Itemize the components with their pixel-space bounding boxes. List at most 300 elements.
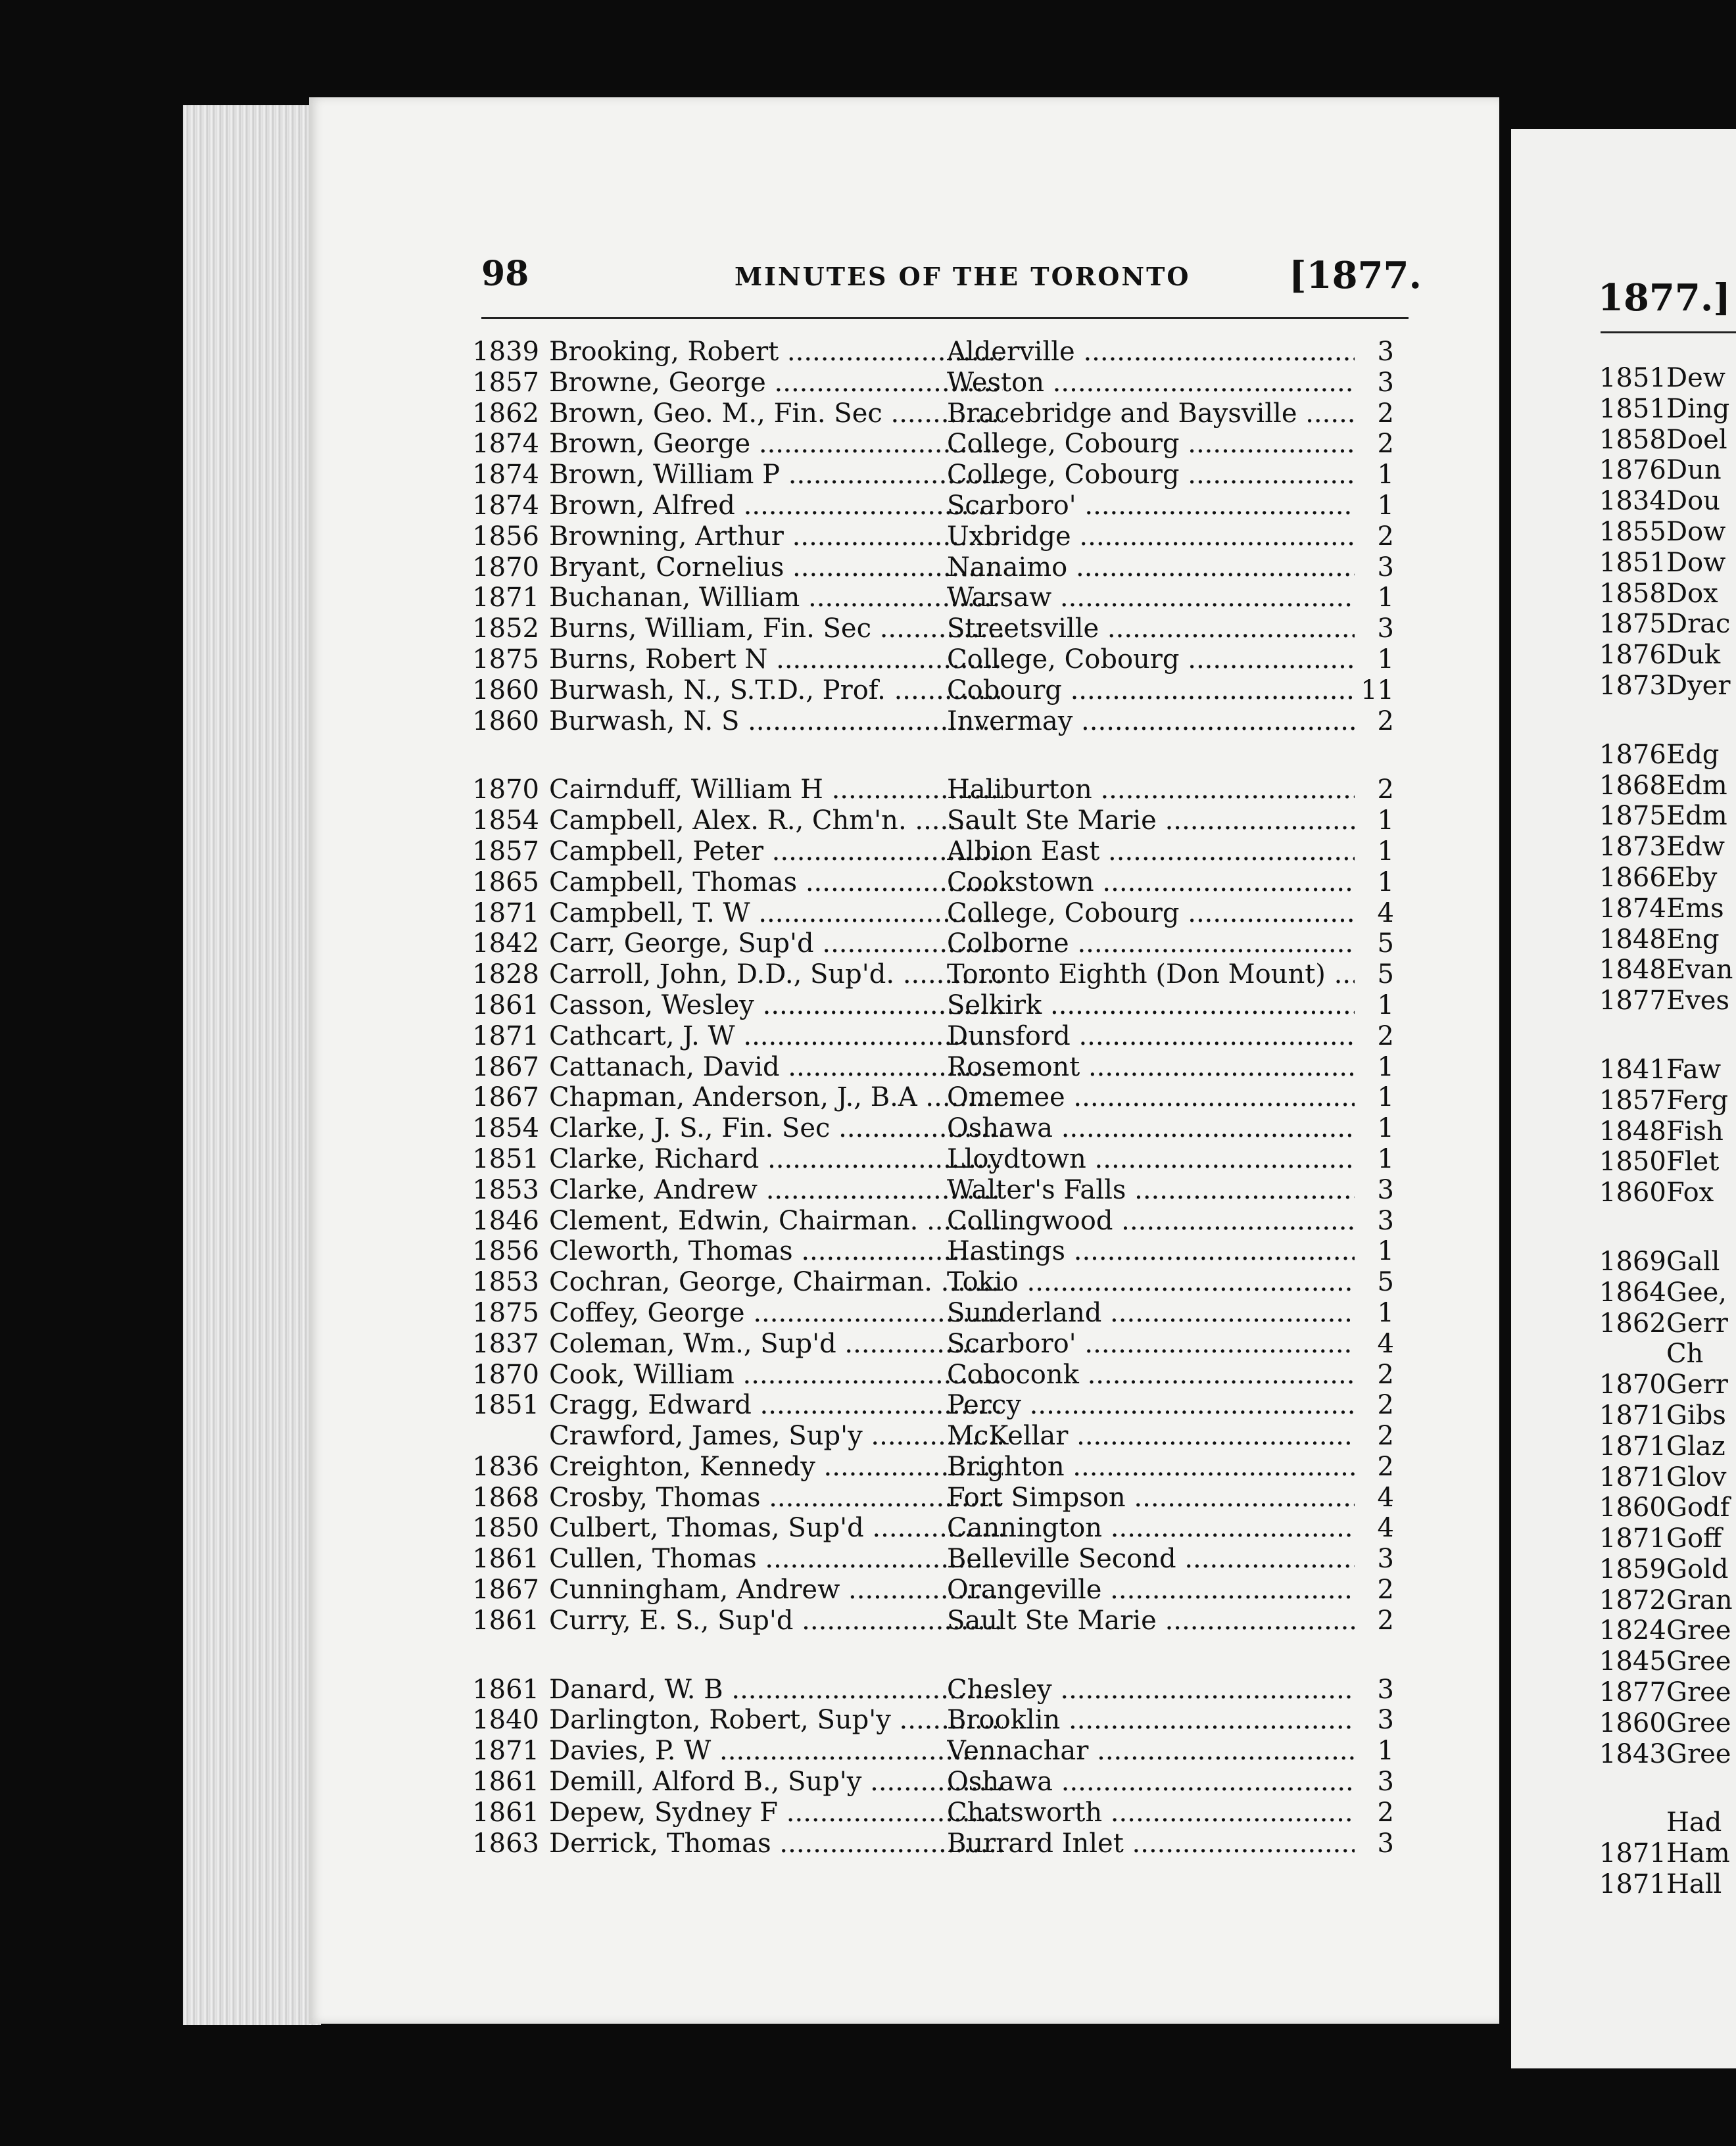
entry-name: Hall bbox=[1666, 1869, 1722, 1900]
list-item bbox=[1599, 1523, 1736, 1554]
list-item bbox=[460, 490, 1407, 521]
entry-year: 1824 bbox=[1599, 1615, 1666, 1646]
entry-name: Dou bbox=[1666, 486, 1720, 517]
entry-station: Sault Ste Marie ..... bbox=[947, 805, 1355, 836]
entry-station: College, Cobourg ..... bbox=[947, 898, 1355, 929]
list-item bbox=[1599, 1646, 1736, 1677]
entry-name: Eng bbox=[1666, 924, 1720, 955]
list-item bbox=[1599, 1677, 1736, 1708]
section-gap bbox=[460, 736, 1407, 775]
list-item bbox=[460, 1483, 1407, 1514]
list-item bbox=[460, 1267, 1407, 1298]
entry-years: 1 bbox=[1377, 1143, 1394, 1174]
entry-years: 1 bbox=[1377, 1736, 1394, 1767]
list-item bbox=[1599, 1400, 1736, 1431]
entry-year: 1863 bbox=[472, 1828, 539, 1859]
list-item bbox=[460, 836, 1407, 867]
entry-years: 2 bbox=[1377, 705, 1394, 736]
entry-year: 1871 bbox=[1599, 1869, 1666, 1900]
list-item bbox=[460, 1206, 1407, 1237]
entry-years: 1 bbox=[1377, 805, 1394, 836]
entry-year: 1870 bbox=[1599, 1370, 1666, 1400]
list-item bbox=[460, 552, 1407, 583]
section-gap bbox=[1599, 1769, 1736, 1807]
entry-year: 1861 bbox=[472, 990, 539, 1020]
entry-name: Doel bbox=[1666, 424, 1727, 455]
entry-name: Ferg bbox=[1666, 1085, 1728, 1116]
entry-name: Brooking, Robert ..... bbox=[549, 337, 1003, 368]
entry-station: Warsaw ..... bbox=[947, 583, 1355, 613]
entry-name: Eves bbox=[1666, 986, 1729, 1016]
entry-name: Crosby, Thomas ..... bbox=[549, 1483, 1003, 1514]
list-item bbox=[1599, 1178, 1736, 1208]
entry-station: College, Cobourg ..... bbox=[947, 429, 1355, 460]
entry-station: Alderville ..... bbox=[947, 337, 1355, 368]
entry-name: Cullen, Thomas ..... bbox=[549, 1544, 1003, 1575]
entry-years: 2 bbox=[1377, 398, 1394, 429]
entry-year: 1875 bbox=[472, 1297, 539, 1328]
entry-station: College, Cobourg ..... bbox=[947, 644, 1355, 675]
list-item bbox=[460, 583, 1407, 613]
list-item bbox=[460, 1798, 1407, 1828]
entry-station: Selkirk ..... bbox=[947, 990, 1355, 1021]
page-edges bbox=[183, 105, 321, 2025]
list-item bbox=[460, 867, 1407, 898]
entry-year: 1871 bbox=[472, 1736, 539, 1767]
entry-name: Curry, E. S., Sup'd ..... bbox=[549, 1606, 1003, 1636]
entry-year: 1877 bbox=[1599, 1677, 1666, 1708]
list-item bbox=[1599, 1147, 1736, 1178]
entry-name: Gerr bbox=[1666, 1308, 1728, 1339]
list-item bbox=[1599, 425, 1736, 456]
entry-name: Edw bbox=[1666, 832, 1725, 863]
list-item bbox=[460, 1544, 1407, 1575]
entry-name: Gree bbox=[1666, 1646, 1731, 1677]
entry-year: 1873 bbox=[1599, 670, 1666, 701]
entry-year: 1834 bbox=[1599, 486, 1666, 517]
entry-station: Sault Ste Marie ..... bbox=[947, 1606, 1355, 1636]
entry-years: 1 bbox=[1377, 1051, 1394, 1082]
entry-year: 1839 bbox=[472, 337, 539, 367]
entry-year: 1874 bbox=[472, 429, 539, 460]
entry-years: 2 bbox=[1377, 1575, 1394, 1606]
entry-year: 1869 bbox=[1599, 1246, 1666, 1277]
entry-name: Burns, Robert N ..... bbox=[549, 644, 1003, 675]
header-rule bbox=[481, 317, 1409, 319]
list-item bbox=[1599, 801, 1736, 832]
entry-name: Darlington, Robert, Sup'y ..... bbox=[549, 1705, 1003, 1736]
entry-year: 1861 bbox=[472, 1674, 539, 1705]
entry-year: 1851 bbox=[1599, 363, 1666, 393]
list-item bbox=[460, 1052, 1407, 1083]
entry-name: Gree bbox=[1666, 1615, 1731, 1646]
entry-station: Scarboro' ..... bbox=[947, 1329, 1355, 1360]
entry-year: 1856 bbox=[472, 521, 539, 552]
list-item bbox=[460, 1421, 1407, 1452]
entry-year: 1862 bbox=[1599, 1308, 1666, 1339]
entry-year: 1848 bbox=[1599, 955, 1666, 986]
entry-years: 2 bbox=[1377, 1797, 1394, 1828]
list-item bbox=[1599, 609, 1736, 640]
entry-name: Gibs bbox=[1666, 1400, 1726, 1431]
list-item bbox=[1599, 517, 1736, 548]
entry-years: 4 bbox=[1377, 1482, 1394, 1513]
list-item bbox=[460, 706, 1407, 737]
entry-year: 1871 bbox=[1599, 1523, 1666, 1554]
entry-name: Godf bbox=[1666, 1492, 1730, 1523]
entry-name: Clarke, J. S., Fin. Sec ..... bbox=[549, 1113, 1003, 1144]
entry-name: Bryant, Cornelius ..... bbox=[549, 552, 1003, 583]
entry-year: 1876 bbox=[1599, 455, 1666, 486]
list-item bbox=[460, 1513, 1407, 1544]
entry-name: Campbell, T. W ..... bbox=[549, 898, 1003, 929]
entry-station: Walter's Falls ..... bbox=[947, 1175, 1355, 1206]
entry-years: 1 bbox=[1377, 990, 1394, 1020]
entry-name: Derrick, Thomas ..... bbox=[549, 1828, 1003, 1859]
list-item bbox=[1599, 1462, 1736, 1493]
entry-year: 1861 bbox=[472, 1767, 539, 1798]
right-page-list bbox=[1599, 363, 1736, 1900]
entry-name: Campbell, Alex. R., Chm'n. ..... bbox=[549, 805, 1003, 836]
entry-name: Gree bbox=[1666, 1677, 1731, 1708]
list-item bbox=[1599, 1708, 1736, 1739]
entry-name: Carroll, John, D.D., Sup'd. ..... bbox=[549, 959, 1003, 990]
entry-year: 1843 bbox=[1599, 1738, 1666, 1769]
list-item bbox=[460, 1736, 1407, 1767]
entry-years: 2 bbox=[1377, 1605, 1394, 1636]
entry-name: Coffey, George ..... bbox=[549, 1298, 1003, 1329]
entry-station: Streetsville ..... bbox=[947, 613, 1355, 644]
entry-years: 3 bbox=[1377, 1674, 1394, 1705]
entry-station: Cookstown ..... bbox=[947, 867, 1355, 898]
entry-name: Fish bbox=[1666, 1116, 1724, 1147]
entry-name: Glov bbox=[1666, 1462, 1727, 1492]
list-item bbox=[1599, 1308, 1736, 1339]
entry-year: 1836 bbox=[472, 1451, 539, 1482]
entry-name: Chapman, Anderson, J., B.A ..... bbox=[549, 1082, 1003, 1113]
entry-name: Gold bbox=[1666, 1554, 1729, 1585]
entry-station: Coboconk ..... bbox=[947, 1360, 1355, 1391]
entry-name: Gall bbox=[1666, 1246, 1720, 1277]
list-item bbox=[1599, 671, 1736, 702]
list-item bbox=[460, 644, 1407, 675]
entry-years: 2 bbox=[1377, 429, 1394, 460]
entry-year: 1856 bbox=[472, 1236, 539, 1267]
entry-years: 1 bbox=[1377, 1082, 1394, 1113]
entry-name: Eby bbox=[1666, 862, 1718, 893]
entry-station: Invermay ..... bbox=[947, 706, 1355, 737]
entry-year: 1840 bbox=[472, 1705, 539, 1736]
entry-years: 1 bbox=[1377, 490, 1394, 521]
entry-years: 3 bbox=[1377, 613, 1394, 644]
list-item bbox=[1599, 924, 1736, 955]
entry-station: Haliburton ..... bbox=[947, 775, 1355, 805]
list-item bbox=[1599, 1431, 1736, 1462]
list-item bbox=[1599, 955, 1736, 986]
list-item bbox=[1599, 640, 1736, 671]
entry-name: Casson, Wesley ..... bbox=[549, 990, 1003, 1021]
list-item bbox=[460, 898, 1407, 929]
entry-station: Cobourg ..... bbox=[947, 675, 1355, 706]
list-item bbox=[460, 1360, 1407, 1391]
entry-name: Dew bbox=[1666, 363, 1725, 393]
entry-years: 2 bbox=[1377, 1390, 1394, 1421]
entry-year: 1848 bbox=[1599, 1116, 1666, 1147]
list-item bbox=[1599, 1869, 1736, 1900]
entry-year: 1861 bbox=[472, 1797, 539, 1828]
list-item bbox=[1599, 394, 1736, 425]
entry-year: 1842 bbox=[472, 928, 539, 959]
list-item bbox=[460, 1675, 1407, 1705]
entry-station: Lloydtown ..... bbox=[947, 1144, 1355, 1175]
section-gap bbox=[1599, 1016, 1736, 1055]
entry-years: 3 bbox=[1377, 337, 1394, 367]
list-item bbox=[460, 1606, 1407, 1636]
entry-year: 1860 bbox=[1599, 1492, 1666, 1523]
entry-name: Burns, William, Fin. Sec ..... bbox=[549, 613, 1003, 644]
entry-year: 1864 bbox=[1599, 1277, 1666, 1308]
entry-name: Brown, George ..... bbox=[549, 429, 1003, 460]
entry-year: 1854 bbox=[472, 805, 539, 836]
entry-name: Dow bbox=[1666, 516, 1726, 547]
entry-name: Brown, Alfred ..... bbox=[549, 490, 1003, 521]
entry-year: 1837 bbox=[472, 1328, 539, 1359]
entry-year: 1853 bbox=[472, 1267, 539, 1298]
entry-year: 1858 bbox=[1599, 578, 1666, 609]
list-item bbox=[460, 337, 1407, 368]
entry-station: Omemee ..... bbox=[947, 1082, 1355, 1113]
entry-name: Drac bbox=[1666, 609, 1731, 640]
entry-name: Cunningham, Andrew ..... bbox=[549, 1575, 1003, 1606]
entry-years: 1 bbox=[1377, 583, 1394, 613]
entry-year: 1870 bbox=[472, 1359, 539, 1390]
list-item bbox=[460, 1329, 1407, 1360]
list-item bbox=[1599, 455, 1736, 486]
list-item bbox=[1599, 740, 1736, 771]
year-mark: [1877. bbox=[1289, 254, 1422, 297]
entry-year: 1851 bbox=[1599, 547, 1666, 578]
list-item bbox=[460, 1113, 1407, 1144]
entry-years: 3 bbox=[1377, 1705, 1394, 1736]
section-gap bbox=[1599, 1208, 1736, 1247]
entry-station: McKellar ..... bbox=[947, 1421, 1355, 1452]
entry-name: Gerr bbox=[1666, 1370, 1728, 1400]
entry-station: Uxbridge ..... bbox=[947, 521, 1355, 552]
entry-name: Ch bbox=[1666, 1339, 1704, 1370]
entry-year: 1871 bbox=[472, 583, 539, 613]
entry-year: 1866 bbox=[1599, 862, 1666, 893]
entry-name: Clarke, Andrew ..... bbox=[549, 1175, 1003, 1206]
entry-name: Browning, Arthur ..... bbox=[549, 521, 1003, 552]
entry-year: 1871 bbox=[1599, 1838, 1666, 1869]
entry-years: 3 bbox=[1377, 1828, 1394, 1859]
entry-year: 1848 bbox=[1599, 924, 1666, 955]
entry-year: 1845 bbox=[1599, 1646, 1666, 1677]
list-item bbox=[1599, 771, 1736, 801]
entry-name: Cairnduff, William H ..... bbox=[549, 775, 1003, 805]
list-item bbox=[1599, 1739, 1736, 1770]
list-item bbox=[1599, 1055, 1736, 1085]
entry-name: Had bbox=[1666, 1807, 1722, 1838]
list-item bbox=[460, 613, 1407, 644]
entry-year: 1874 bbox=[472, 460, 539, 490]
entry-year: 1874 bbox=[1599, 893, 1666, 924]
list-item bbox=[1599, 1554, 1736, 1585]
entry-year: 1851 bbox=[1599, 393, 1666, 424]
entry-name: Danard, W. B ..... bbox=[549, 1675, 1003, 1705]
entry-years: 2 bbox=[1377, 1421, 1394, 1452]
entry-name: Coleman, Wm., Sup'd ..... bbox=[549, 1329, 1003, 1360]
list-item bbox=[460, 429, 1407, 460]
entry-year: 1865 bbox=[472, 867, 539, 897]
entry-station: Hastings ..... bbox=[947, 1236, 1355, 1267]
entry-years: 2 bbox=[1377, 1451, 1394, 1482]
entry-name: Demill, Alford B., Sup'y ..... bbox=[549, 1767, 1003, 1798]
entry-year: 1860 bbox=[1599, 1178, 1666, 1208]
right-page-year-mark: 1877.] bbox=[1598, 276, 1731, 320]
entry-years: 3 bbox=[1377, 552, 1394, 583]
entry-name: Burwash, N., S.T.D., Prof. ..... bbox=[549, 675, 1003, 706]
entry-name: Ham bbox=[1666, 1838, 1730, 1869]
entry-years: 4 bbox=[1377, 1328, 1394, 1359]
list-item bbox=[460, 959, 1407, 990]
list-item bbox=[460, 990, 1407, 1021]
entry-station: Albion East ..... bbox=[947, 836, 1355, 867]
list-item bbox=[1599, 1277, 1736, 1308]
list-item bbox=[1599, 1370, 1736, 1400]
entry-year: 1860 bbox=[1599, 1707, 1666, 1738]
list-item bbox=[1599, 1247, 1736, 1277]
entry-name: Davies, P. W ..... bbox=[549, 1736, 1003, 1767]
list-item bbox=[460, 1575, 1407, 1606]
entry-year: 1857 bbox=[472, 836, 539, 867]
entry-year: 1873 bbox=[1599, 832, 1666, 863]
entry-name: Clement, Edwin, Chairman. ..... bbox=[549, 1206, 1003, 1237]
entry-name: Buchanan, William ..... bbox=[549, 583, 1003, 613]
entry-year: 1871 bbox=[472, 897, 539, 928]
entry-years: 1 bbox=[1377, 836, 1394, 867]
entry-year: 1854 bbox=[472, 1113, 539, 1144]
entry-year: 1846 bbox=[472, 1205, 539, 1236]
entry-year: 1868 bbox=[472, 1482, 539, 1513]
running-title: MINUTES OF THE TORONTO bbox=[735, 262, 1191, 291]
entry-year: 1872 bbox=[1599, 1585, 1666, 1615]
list-item bbox=[1599, 986, 1736, 1016]
entry-year: 1860 bbox=[472, 705, 539, 736]
entry-year: 1861 bbox=[472, 1605, 539, 1636]
list-item bbox=[460, 1236, 1407, 1267]
entry-station: Oshawa ..... bbox=[947, 1767, 1355, 1798]
list-item bbox=[1599, 1807, 1736, 1838]
entry-year: 1875 bbox=[472, 644, 539, 675]
entry-name: Edg bbox=[1666, 739, 1720, 770]
entry-name: Burwash, N. S ..... bbox=[549, 706, 1003, 737]
entry-name: Edm bbox=[1666, 770, 1727, 801]
list-item bbox=[1599, 579, 1736, 609]
entry-name: Goff bbox=[1666, 1523, 1722, 1554]
entry-name: Dox bbox=[1666, 578, 1718, 609]
entry-station: Belleville Second ..... bbox=[947, 1544, 1355, 1575]
entry-station: College, Cobourg ..... bbox=[947, 460, 1355, 490]
entry-year: 1853 bbox=[472, 1174, 539, 1205]
entry-years: 3 bbox=[1377, 1767, 1394, 1798]
list-item bbox=[1599, 1116, 1736, 1147]
entry-year: 1871 bbox=[1599, 1431, 1666, 1462]
entry-year: 1876 bbox=[1599, 640, 1666, 671]
page-header bbox=[481, 254, 1422, 313]
entry-year: 1858 bbox=[1599, 424, 1666, 455]
entry-name: Gree bbox=[1666, 1738, 1731, 1769]
entry-year: 1828 bbox=[472, 959, 539, 990]
entry-name: Dow bbox=[1666, 547, 1726, 578]
entry-name: Cleworth, Thomas ..... bbox=[549, 1236, 1003, 1267]
entry-station: Fort Simpson ..... bbox=[947, 1483, 1355, 1514]
entry-station: Toronto Eighth (Don Mount) ..... bbox=[947, 959, 1355, 990]
section-gap bbox=[460, 1636, 1407, 1675]
entry-station: Scarboro' ..... bbox=[947, 490, 1355, 521]
entry-station: Bracebridge and Baysville ..... bbox=[947, 398, 1355, 429]
entry-name: Gran bbox=[1666, 1585, 1733, 1615]
entry-years: 1 bbox=[1377, 1113, 1394, 1144]
list-item bbox=[1599, 363, 1736, 394]
entry-name: Fox bbox=[1666, 1178, 1714, 1208]
entry-name: Crawford, James, Sup'y ..... bbox=[549, 1421, 1003, 1452]
entry-station: Brighton ..... bbox=[947, 1452, 1355, 1483]
list-item bbox=[460, 398, 1407, 429]
entry-years: 3 bbox=[1377, 367, 1394, 398]
page-number: 98 bbox=[481, 254, 529, 294]
entry-year: 1876 bbox=[1599, 739, 1666, 770]
list-item bbox=[460, 521, 1407, 552]
entry-station: Sunderland ..... bbox=[947, 1298, 1355, 1329]
entry-year: 1870 bbox=[472, 775, 539, 805]
entry-name: Cathcart, J. W ..... bbox=[549, 1021, 1003, 1052]
entry-year: 1851 bbox=[472, 1143, 539, 1174]
entry-station: Tokio ..... bbox=[947, 1267, 1355, 1298]
entry-name: Clarke, Richard ..... bbox=[549, 1144, 1003, 1175]
entry-years: 5 bbox=[1377, 928, 1394, 959]
entry-year: 1867 bbox=[472, 1082, 539, 1113]
entry-year: 1877 bbox=[1599, 986, 1666, 1016]
entry-name: Carr, George, Sup'd ..... bbox=[549, 928, 1003, 959]
list-item bbox=[460, 1298, 1407, 1329]
list-item bbox=[460, 1452, 1407, 1483]
list-item bbox=[460, 1021, 1407, 1052]
entry-years: 2 bbox=[1377, 1359, 1394, 1390]
entry-years: 4 bbox=[1377, 897, 1394, 928]
entry-year: 1841 bbox=[1599, 1054, 1666, 1085]
list-item bbox=[460, 675, 1407, 706]
list-item bbox=[1599, 894, 1736, 924]
entry-year: 1855 bbox=[1599, 516, 1666, 547]
entry-years: 3 bbox=[1377, 1174, 1394, 1205]
entry-name: Ding bbox=[1666, 393, 1730, 424]
list-item bbox=[1599, 1339, 1736, 1370]
entry-name: Ems bbox=[1666, 893, 1724, 924]
entry-name: Flet bbox=[1666, 1147, 1720, 1178]
list-item bbox=[460, 368, 1407, 398]
entry-years: 1 bbox=[1377, 460, 1394, 490]
list-item bbox=[460, 1082, 1407, 1113]
entry-name: Faw bbox=[1666, 1054, 1722, 1085]
list-item bbox=[460, 1144, 1407, 1175]
entry-years: 5 bbox=[1377, 1267, 1394, 1298]
entry-year: 1871 bbox=[1599, 1462, 1666, 1492]
entry-year: 1862 bbox=[472, 398, 539, 429]
entry-year: 1870 bbox=[472, 552, 539, 583]
entry-station: Burrard Inlet ..... bbox=[947, 1828, 1355, 1859]
entry-station: Chatsworth ..... bbox=[947, 1798, 1355, 1828]
